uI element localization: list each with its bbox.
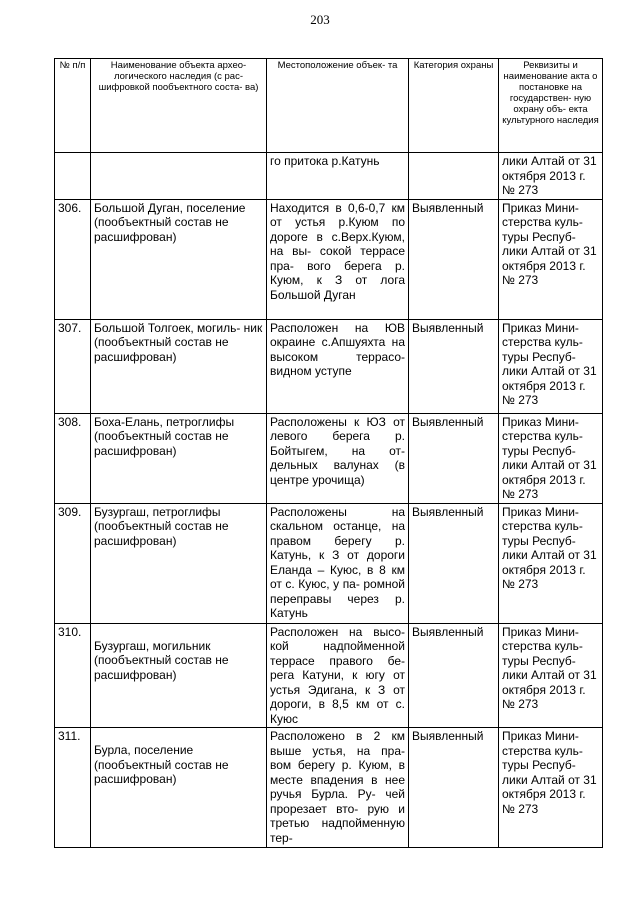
object-requisites: Приказ Мини- стерства куль- туры Респуб- лики Алтай от 31 октября 2013 г. № 273: [499, 319, 603, 413]
header-requisites: Реквизиты и наименование акта о постановке на государствен- ную охрану объ- екта культурного наследия: [499, 59, 603, 153]
table-row: [55, 413, 603, 503]
header-category: Категория охраны: [409, 59, 499, 153]
object-category: Выявленный: [409, 623, 499, 728]
object-location: Расположено в 2 км выше устья, на пра- вом берегу р. Куюм, в месте впадения в нее ручья Бурла. Ру- чей прорезает вто- рую и третью надпойменную тер-: [267, 728, 409, 848]
table-row: [55, 728, 603, 848]
heritage-registry-table: [54, 58, 603, 848]
object-name-cell: [91, 413, 267, 503]
row-number: 311.: [55, 728, 91, 848]
object-name-cell: [91, 623, 267, 728]
object-category: Выявленный: [409, 199, 499, 319]
table-header-row: [55, 59, 603, 153]
row-number: 310.: [55, 623, 91, 728]
object-name-cell: [91, 319, 267, 413]
object-location: Расположены на скальном останце, на правом берегу р. Катунь, к З от дороги Еланда – Куюс, в 8 км от с. Куюс, у па- ромной переправы через р. Катунь: [267, 503, 409, 623]
row-number: 307.: [55, 319, 91, 413]
object-name: Бузургаш, петроглифы: [94, 504, 221, 519]
object-name: Боха-Елань, петроглифы: [94, 414, 235, 429]
row-number: 308.: [55, 413, 91, 503]
continuation-location: го притока р.Катунь: [267, 153, 409, 200]
object-composition: (пообъектный состав не расшифрован): [94, 215, 229, 244]
object-composition: (пообъектный состав не расшифрован): [94, 757, 229, 786]
object-requisites: Приказ Мини- стерства куль- туры Респуб- лики Алтай от 31 октября 2013 г. № 273: [499, 199, 603, 319]
object-name: Бузургаш, могильник: [94, 638, 211, 653]
page-number: 203: [310, 12, 330, 27]
table-row: [55, 623, 603, 728]
object-location: Расположен на ЮВ окраине с.Апшуяхта на высоком террасо- видном уступе: [267, 319, 409, 413]
table-row: [55, 503, 603, 623]
object-composition: (пообъектный состав не расшифрован): [94, 335, 229, 364]
object-category: Выявленный: [409, 319, 499, 413]
continuation-requisites: лики Алтай от 31 октября 2013 г. № 273: [499, 153, 603, 200]
object-composition: (пообъектный состав не расшифрован): [94, 653, 229, 682]
object-category: Выявленный: [409, 413, 499, 503]
object-requisites: Приказ Мини- стерства куль- туры Респуб- лики Алтай от 31 октября 2013 г. № 273: [499, 503, 603, 623]
header-location: Местоположение объек- та: [267, 59, 409, 153]
object-location: Находится в 0,6-0,7 км от устья р.Куюм по дороге в с.Верх.Куюм, на вы- сокой террасе пра- вого берега р. Куюм, к З от лога Большой Дуган: [267, 199, 409, 319]
object-composition: (пообъектный состав не расшифрован): [94, 519, 229, 548]
object-location: Расположены к ЮЗ от левого берега р. Бойтыгем, на от- дельных валунах (в центре урочища): [267, 413, 409, 503]
row-number: 306.: [55, 199, 91, 319]
object-name-cell: [91, 728, 267, 848]
object-name: Бурла, поселение: [94, 743, 194, 757]
object-name-cell: [91, 503, 267, 623]
object-name-cell: [91, 199, 267, 319]
table-row: [55, 319, 603, 413]
object-requisites: Приказ Мини- стерства куль- туры Респуб- лики Алтай от 31 октября 2013 г. № 273: [499, 623, 603, 728]
object-requisites: Приказ Мини- стерства куль- туры Респуб- лики Алтай от 31 октября 2013 г. № 273: [499, 728, 603, 848]
continuation-row: [55, 153, 603, 200]
row-number: 309.: [55, 503, 91, 623]
header-number: № п/п: [55, 59, 91, 153]
object-requisites: Приказ Мини- стерства куль- туры Респуб- лики Алтай от 31 октября 2013 г. № 273: [499, 413, 603, 503]
object-location: Расположен на высо- кой надпойменной террасе правого бе- рега Катуни, к югу от устья Эдигана, к З от дороги, в 8,5 км от с. Куюс: [267, 623, 409, 728]
object-category: Выявленный: [409, 728, 499, 848]
header-object-name: Наименование объекта архео- логического наследия (с рас- шифровкой пообъектного соста- ва): [91, 59, 267, 153]
object-name: Большой Дуган, поселение: [94, 200, 246, 215]
object-composition: (пообъектный состав не расшифрован): [94, 429, 229, 458]
object-category: Выявленный: [409, 503, 499, 623]
object-name: Большой Толгоек, могиль- ник: [94, 320, 263, 335]
table-row: [55, 199, 603, 319]
